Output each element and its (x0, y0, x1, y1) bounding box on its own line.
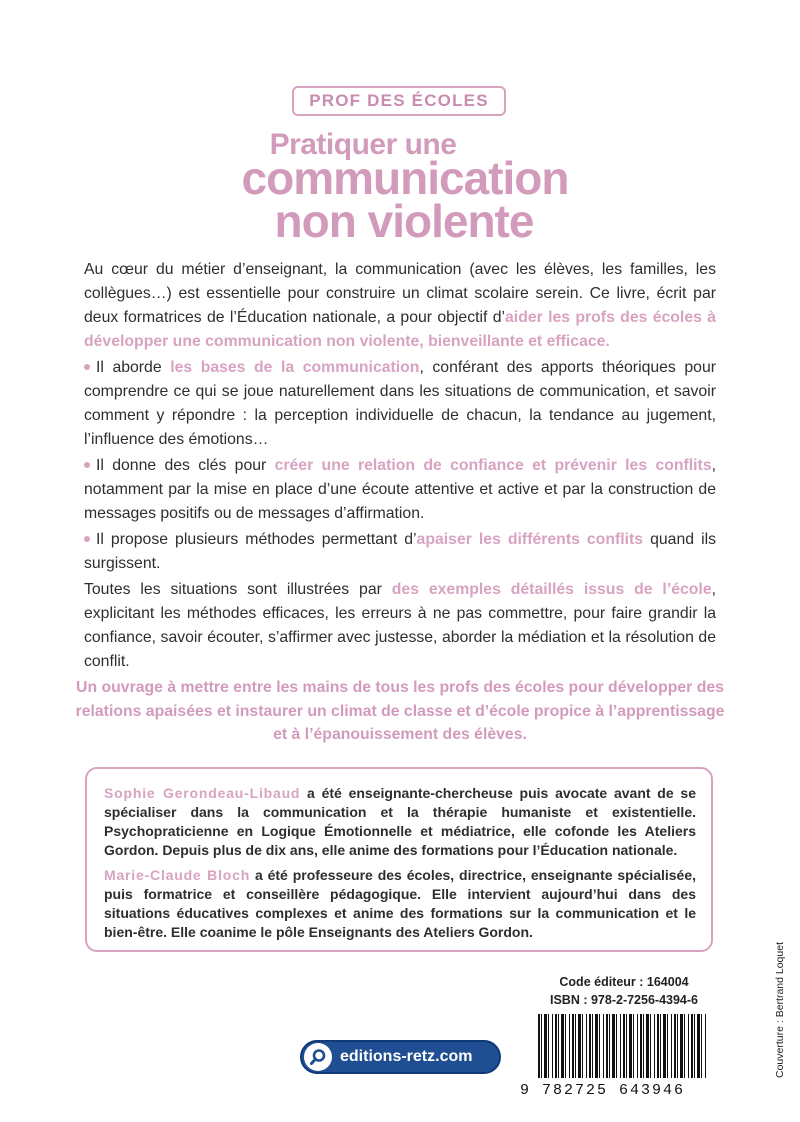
website-text: editions-retz.com (340, 1048, 473, 1065)
author-bio-text: a été professeure des écoles, directrice, enseignante spécialisée, puis formatrice et conseillère pédagogique. Elle intervient aujourd’hui dans des situations éducatives complexes et anime des formations sur la communication et le bien-être. Elle coanime le pôle Enseignants des Ateliers Gordon. (104, 867, 697, 940)
author-bio-text: a été enseignante-chercheuse puis avocate avant de se spécialiser dans la communication et la thérapie humaniste et existentielle. Psychopraticienne en Logique Émotionnelle et médiatrice, elle cofonde les Ateliers Gordon. Depuis plus de dix ans, elle anime des formations pour l’Éducation nationale. (104, 785, 696, 858)
bullet-highlight: les bases de la communication (170, 359, 420, 376)
title-line-1: Pratiquer une (269, 128, 457, 161)
bullet-item (84, 454, 716, 526)
bullet-item (84, 528, 716, 576)
bullet-text: quand ils surgissent. (84, 531, 716, 572)
author-bio (104, 784, 696, 860)
cover-credit: Couverture : Bertrand Loquet (774, 942, 786, 1078)
bullet-text: , notamment par la mise en place d’une écoute attentive et active et par la construction de messages positifs ou de messages d’affirmation. (84, 457, 716, 522)
closing-text: , explicitant les méthodes efficaces, les erreurs à ne pas commettre, pour faire grandir la confiance, savoir écouter, s’affirmer avec justesse, aborder la médiation et la résolution de conflit. (84, 581, 716, 670)
tagline: Un ouvrage à mettre entre les mains de tous les profs des écoles pour développer des relations apaisées et instaurer un climat de classe et d’école propice à l’apprentissage et à l’épanouissement des élèves. (75, 679, 725, 743)
bullet-item (84, 356, 716, 452)
bullet-text: , conférant des apports théoriques pour comprendre ce qui se joue naturellement dans les situations de communication, et savoir comment y répondre : la perception individuelle de chacun, la tendance au jugement, l’influence des émotions… (84, 359, 716, 448)
bullet-highlight: apaiser les différents conflits (416, 531, 644, 548)
search-icon (304, 1043, 332, 1071)
author-name: Marie-Claude Bloch (104, 867, 251, 883)
closing-paragraph (84, 578, 716, 674)
code-editeur: Code éditeur : 164004 (559, 975, 689, 989)
intro-paragraph (84, 258, 716, 354)
bullet-dot-icon (84, 364, 90, 370)
bullet-text: Il propose plusieurs méthodes permettant d’ (96, 531, 417, 548)
bullet-highlight: créer une relation de confiance et prévenir les conflits (274, 457, 712, 474)
series-label: PROF DES ÉCOLES (292, 86, 506, 116)
intro-text: Au cœur du métier d’enseignant, la communication (avec les élèves, les familles, les collègues…) est essentielle pour construire un climat scolaire serein. Ce livre, écrit par deux formatrices de l’Éducation nationale, a pour objectif d’ (84, 261, 716, 326)
author-bio (104, 866, 696, 942)
intro-highlight: aider les profs des écoles à développer une communication non violente, bienveillante et efficace. (84, 309, 716, 350)
bullet-text: Il aborde (96, 359, 171, 376)
bullet-text: Il donne des clés pour (96, 457, 275, 474)
title-line-2: communication (241, 152, 569, 204)
bullet-dot-icon (84, 536, 90, 542)
closing-highlight: des exemples détaillés issus de l’école (391, 581, 712, 598)
isbn: ISBN : 978-2-7256-4394-6 (550, 993, 698, 1007)
author-name: Sophie Gerondeau-Libaud (104, 785, 301, 801)
barcode (538, 1014, 706, 1078)
barcode-number: 9 782725 643946 (520, 1082, 686, 1099)
closing-text: Toutes les situations sont illustrées par (84, 581, 392, 598)
bullet-dot-icon (84, 462, 90, 468)
title-line-3: non violente (274, 195, 534, 247)
website-link[interactable] (300, 1040, 501, 1074)
